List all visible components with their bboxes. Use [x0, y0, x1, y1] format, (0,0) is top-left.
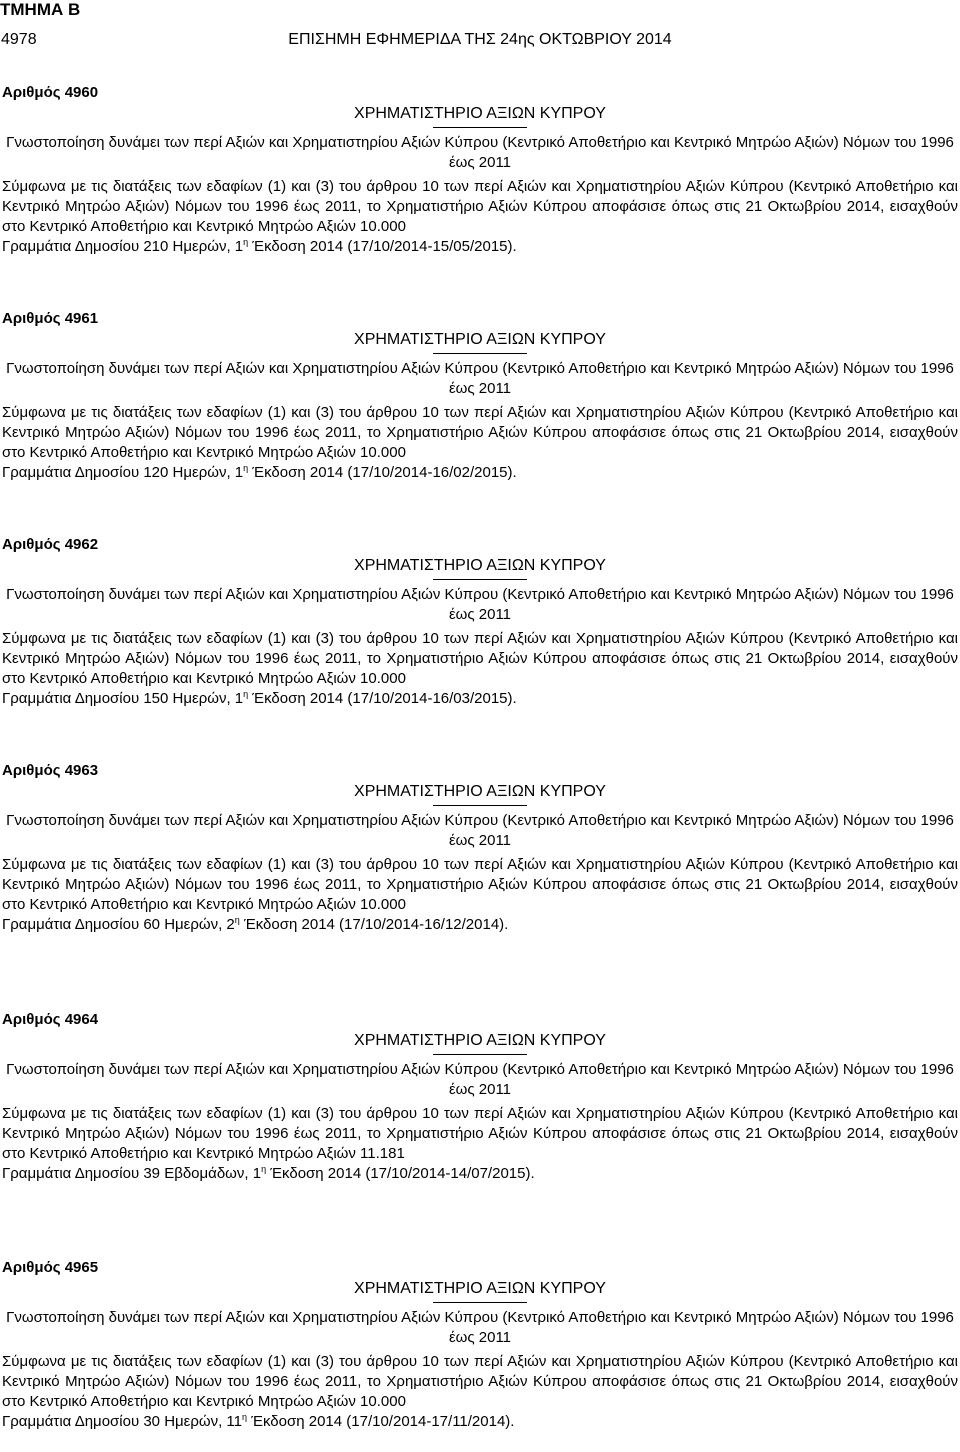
- ordinal-superscript: η: [261, 1164, 267, 1174]
- notice-body: [2, 629, 958, 709]
- notice-body-text: Σύμφωνα με τις διατάξεις των εδαφίων (1) και (3) του άρθρου 10 των περί Αξιών και Χρηματιστηρίου Αξιών Κύπρου (Κεντρικό Αποθετήριο και Κεντρικό Μητρώο Αξιών) Νόμων του 1996 έως 2011, το Χρηματιστήριο Αξιών Κύπρου αποφάσισε όπως στις 21 Οκτωβρίου 2014, εισαχθούν στο Κεντρικό Αποθετήριο και Κεντρικό Μητρώο Αξιών 10.000: [2, 856, 958, 913]
- issuer-underline: [433, 1054, 527, 1055]
- notice-issue-period: Έκδοση 2014 (17/10/2014-17/11/2014).: [247, 1413, 515, 1430]
- notice-body-last-line: [2, 463, 958, 483]
- notice-issuer: ΧΡΗΜΑΤΙΣΤΗΡΙΟ ΑΞΙΩΝ ΚΥΠΡΟΥ: [354, 1032, 606, 1049]
- notice-security-description: Γραμμάτια Δημοσίου 150 Ημερών, 1: [2, 690, 244, 707]
- notice: [2, 1259, 958, 1432]
- notice-body: [2, 1104, 958, 1184]
- notice-issue-period: Έκδοση 2014 (17/10/2014-16/03/2015).: [248, 690, 517, 707]
- section-label: ΤΜΗΜΑ Β: [0, 0, 81, 19]
- notice-title: Γνωστοποίηση δυνάμει των περί Αξιών και Χρηματιστηρίου Αξιών Κύπρου (Κεντρικό Αποθετήριο και Κεντρικό Μητρώο Αξιών) Νόμων του 1996 έως 2011: [6, 134, 954, 171]
- notice-number: Αριθμός 4963: [2, 762, 99, 779]
- notice-security-description: Γραμμάτια Δημοσίου 210 Ημερών, 1: [2, 238, 244, 255]
- issuer-underline: [433, 805, 527, 806]
- notice: [2, 310, 958, 483]
- notice-issue-period: Έκδοση 2014 (17/10/2014-15/05/2015).: [248, 238, 517, 255]
- notice-body-last-line: [2, 689, 958, 709]
- notice-security-description: Γραμμάτια Δημοσίου 39 Εβδομάδων, 1: [2, 1165, 262, 1182]
- notice-security-description: Γραμμάτια Δημοσίου 60 Ημερών, 2: [2, 916, 235, 933]
- notice-body-last-line: [2, 915, 958, 935]
- page-header: [0, 30, 960, 50]
- notice-number: Αριθμός 4960: [2, 84, 99, 101]
- notice-issue-period: Έκδοση 2014 (17/10/2014-14/07/2015).: [266, 1165, 535, 1182]
- notice-issuer: ΧΡΗΜΑΤΙΣΤΗΡΙΟ ΑΞΙΩΝ ΚΥΠΡΟΥ: [354, 783, 606, 800]
- notice-body-last-line: [2, 237, 958, 257]
- notice-number: Αριθμός 4962: [2, 536, 99, 553]
- notice: [2, 536, 958, 709]
- notice-body-text: Σύμφωνα με τις διατάξεις των εδαφίων (1) και (3) του άρθρου 10 των περί Αξιών και Χρηματιστηρίου Αξιών Κύπρου (Κεντρικό Αποθετήριο και Κεντρικό Μητρώο Αξιών) Νόμων του 1996 έως 2011, το Χρηματιστήριο Αξιών Κύπρου αποφάσισε όπως στις 21 Οκτωβρίου 2014, εισαχθούν στο Κεντρικό Αποθετήριο και Κεντρικό Μητρώο Αξιών 10.000: [2, 1353, 958, 1410]
- notice-issuer: ΧΡΗΜΑΤΙΣΤΗΡΙΟ ΑΞΙΩΝ ΚΥΠΡΟΥ: [354, 331, 606, 348]
- page-number: 4978: [1, 31, 37, 48]
- ordinal-superscript: η: [243, 463, 249, 473]
- notice: [2, 1011, 958, 1184]
- ordinal-superscript: η: [243, 237, 249, 247]
- notice-body: [2, 403, 958, 483]
- ordinal-superscript: η: [242, 1412, 248, 1422]
- ordinal-superscript: η: [243, 689, 249, 699]
- notice-issuer: ΧΡΗΜΑΤΙΣΤΗΡΙΟ ΑΞΙΩΝ ΚΥΠΡΟΥ: [354, 105, 606, 122]
- notice-title: Γνωστοποίηση δυνάμει των περί Αξιών και Χρηματιστηρίου Αξιών Κύπρου (Κεντρικό Αποθετήριο και Κεντρικό Μητρώο Αξιών) Νόμων του 1996 έως 2011: [6, 360, 954, 397]
- notice: [2, 762, 958, 935]
- notice-title: Γνωστοποίηση δυνάμει των περί Αξιών και Χρηματιστηρίου Αξιών Κύπρου (Κεντρικό Αποθετήριο και Κεντρικό Μητρώο Αξιών) Νόμων του 1996 έως 2011: [6, 812, 954, 849]
- notice-title: Γνωστοποίηση δυνάμει των περί Αξιών και Χρηματιστηρίου Αξιών Κύπρου (Κεντρικό Αποθετήριο και Κεντρικό Μητρώο Αξιών) Νόμων του 1996 έως 2011: [6, 586, 954, 623]
- issuer-underline: [433, 1302, 527, 1303]
- notice-body: [2, 177, 958, 257]
- gazette-title: ΕΠΙΣΗΜΗ ΕΦΗΜΕΡΙΔΑ ΤΗΣ 24ης ΟΚΤΩΒΡΙΟΥ 2014: [288, 31, 672, 48]
- notice-issuer: ΧΡΗΜΑΤΙΣΤΗΡΙΟ ΑΞΙΩΝ ΚΥΠΡΟΥ: [354, 1280, 606, 1297]
- notice-number: Αριθμός 4964: [2, 1011, 99, 1028]
- notice-security-description: Γραμμάτια Δημοσίου 120 Ημερών, 1: [2, 464, 244, 481]
- issuer-underline: [433, 579, 527, 580]
- issuer-underline: [433, 353, 527, 354]
- notice-title: Γνωστοποίηση δυνάμει των περί Αξιών και Χρηματιστηρίου Αξιών Κύπρου (Κεντρικό Αποθετήριο και Κεντρικό Μητρώο Αξιών) Νόμων του 1996 έως 2011: [6, 1309, 954, 1346]
- notice-body-text: Σύμφωνα με τις διατάξεις των εδαφίων (1) και (3) του άρθρου 10 των περί Αξιών και Χρηματιστηρίου Αξιών Κύπρου (Κεντρικό Αποθετήριο και Κεντρικό Μητρώο Αξιών) Νόμων του 1996 έως 2011, το Χρηματιστήριο Αξιών Κύπρου αποφάσισε όπως στις 21 Οκτωβρίου 2014, εισαχθούν στο Κεντρικό Αποθετήριο και Κεντρικό Μητρώο Αξιών 10.000: [2, 630, 958, 687]
- notice-body: [2, 855, 958, 935]
- notice-number: Αριθμός 4965: [2, 1259, 99, 1276]
- notice-security-description: Γραμμάτια Δημοσίου 30 Ημερών, 11: [2, 1413, 243, 1430]
- notice-body-text: Σύμφωνα με τις διατάξεις των εδαφίων (1) και (3) του άρθρου 10 των περί Αξιών και Χρηματιστηρίου Αξιών Κύπρου (Κεντρικό Αποθετήριο και Κεντρικό Μητρώο Αξιών) Νόμων του 1996 έως 2011, το Χρηματιστήριο Αξιών Κύπρου αποφάσισε όπως στις 21 Οκτωβρίου 2014, εισαχθούν στο Κεντρικό Αποθετήριο και Κεντρικό Μητρώο Αξιών 11.181: [2, 1105, 958, 1162]
- notice: [2, 84, 958, 257]
- notice-title: Γνωστοποίηση δυνάμει των περί Αξιών και Χρηματιστηρίου Αξιών Κύπρου (Κεντρικό Αποθετήριο και Κεντρικό Μητρώο Αξιών) Νόμων του 1996 έως 2011: [6, 1061, 954, 1098]
- notice-body-text: Σύμφωνα με τις διατάξεις των εδαφίων (1) και (3) του άρθρου 10 των περί Αξιών και Χρηματιστηρίου Αξιών Κύπρου (Κεντρικό Αποθετήριο και Κεντρικό Μητρώο Αξιών) Νόμων του 1996 έως 2011, το Χρηματιστήριο Αξιών Κύπρου αποφάσισε όπως στις 21 Οκτωβρίου 2014, εισαχθούν στο Κεντρικό Αποθετήριο και Κεντρικό Μητρώο Αξιών 10.000: [2, 178, 958, 235]
- notice-body: [2, 1352, 958, 1432]
- notice-issue-period: Έκδοση 2014 (17/10/2014-16/02/2015).: [248, 464, 517, 481]
- notice-issuer: ΧΡΗΜΑΤΙΣΤΗΡΙΟ ΑΞΙΩΝ ΚΥΠΡΟΥ: [354, 557, 606, 574]
- notice-number: Αριθμός 4961: [2, 310, 99, 327]
- issuer-underline: [433, 127, 527, 128]
- notice-body-last-line: [2, 1164, 958, 1184]
- ordinal-superscript: η: [234, 915, 240, 925]
- notice-body-last-line: [2, 1412, 958, 1432]
- notice-body-text: Σύμφωνα με τις διατάξεις των εδαφίων (1) και (3) του άρθρου 10 των περί Αξιών και Χρηματιστηρίου Αξιών Κύπρου (Κεντρικό Αποθετήριο και Κεντρικό Μητρώο Αξιών) Νόμων του 1996 έως 2011, το Χρηματιστήριο Αξιών Κύπρου αποφάσισε όπως στις 21 Οκτωβρίου 2014, εισαχθούν στο Κεντρικό Αποθετήριο και Κεντρικό Μητρώο Αξιών 10.000: [2, 404, 958, 461]
- notice-issue-period: Έκδοση 2014 (17/10/2014-16/12/2014).: [239, 916, 509, 933]
